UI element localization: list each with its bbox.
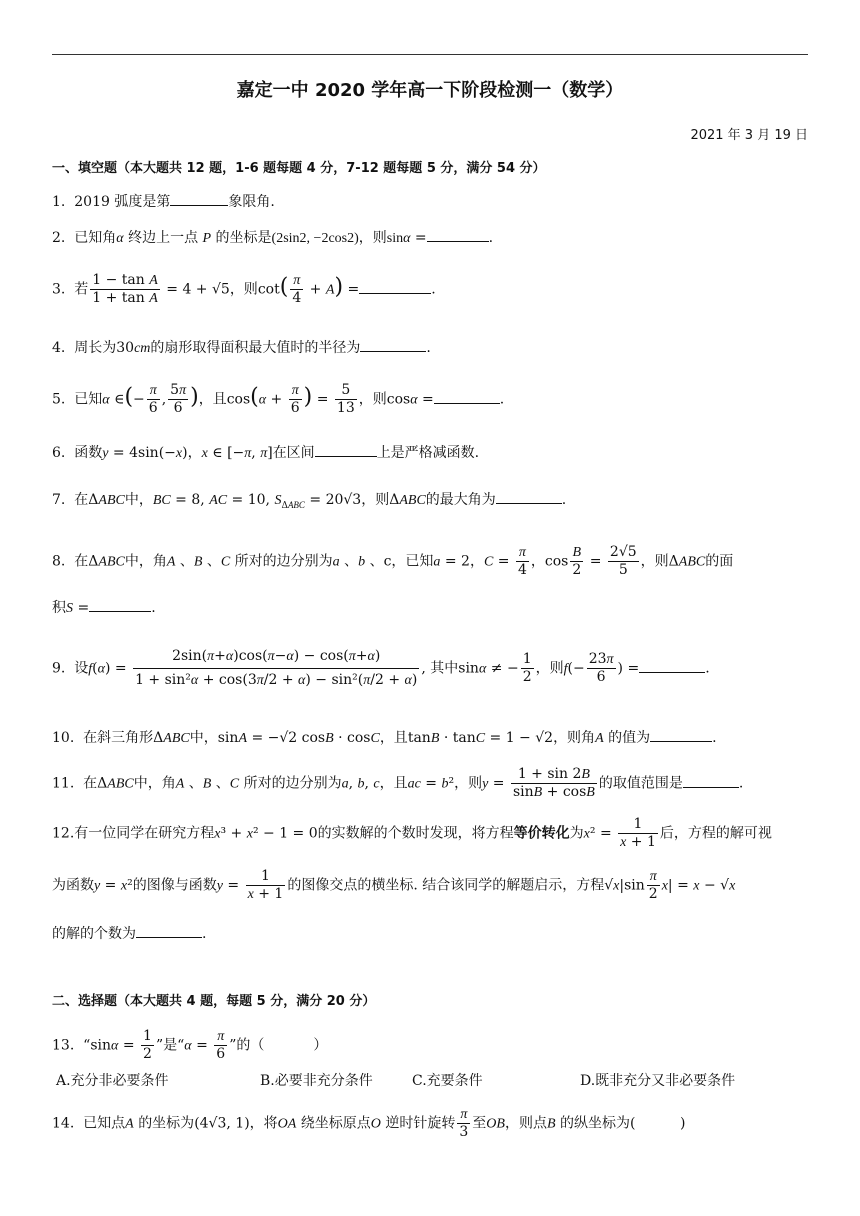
answer-blank[interactable] (136, 925, 202, 938)
question-1: 1. 2019 弧度是第 象限角. (52, 194, 275, 210)
section-choice-header: 二、选择题（本大题共 4 题，每题 5 分，满分 20 分） (52, 994, 376, 1009)
top-rule (52, 54, 808, 55)
option-a[interactable]: A.充分非必要条件 (56, 1073, 169, 1089)
answer-blank[interactable] (359, 281, 431, 294)
question-11: 11. 在ΔABC中，角A 、B 、C 所对的边分别为a, b, c，且ac = b²，则y = $\frac{1 + \sin 2B}{\sin B + \cos B}$ 的取值范围是 . (52, 766, 744, 800)
answer-blank[interactable] (360, 339, 426, 352)
answer-blank[interactable] (315, 444, 377, 457)
answer-blank[interactable] (427, 229, 489, 242)
answer-blank[interactable] (650, 729, 712, 742)
option-c[interactable]: C.充要条件 (412, 1073, 483, 1089)
exam-date: 2021 年 3 月 19 日 (690, 128, 808, 143)
option-d[interactable]: D.既非充分又非必要条件 (580, 1073, 736, 1089)
question-12-end: 的解的个数为 . (52, 926, 207, 942)
question-4: 4. 周长为30cm的扇形取得面积最大值时的半径为 . (52, 340, 431, 356)
question-8-continued: 积S = . (52, 600, 156, 616)
answer-blank[interactable] (639, 660, 705, 673)
question-12: 12.有一位同学在研究方程x³ + x² − 1 = 0的实数解的个数时发现，将方程等价转化为x² = $\frac{1}{x + 1}$ 后，方程的解可视 (52, 816, 772, 850)
answer-blank[interactable] (496, 491, 562, 504)
question-13: 13. “sinα = $\frac{1}{2}$ ”是“α = $\frac{\pi}{6}$ ”的（ ） (52, 1028, 328, 1062)
answer-blank[interactable] (89, 599, 151, 612)
question-12-continued: 为函数y = x²的图像与函数y = $\frac{1}{x + 1}$ 的图像交点的横坐标. 结合该同学的解题启示，方程√x|sin $\frac{\pi}{2}$ x| = x − √x (52, 868, 736, 902)
question-5: 5. 已知α ∈(− $\frac{\pi}{6}$ , $\frac{5\pi}{6}$ )，且cos(α + $\frac{\pi}{6}$ ) = $\frac{5}{13}$ ，则cosα = . (52, 382, 505, 416)
answer-blank[interactable] (683, 775, 739, 788)
answer-blank[interactable] (170, 193, 228, 206)
page-title: 嘉定一中 2020 学年高一下阶段检测一（数学） (236, 80, 624, 101)
answer-blank[interactable] (434, 391, 500, 404)
question-7: 7. 在ΔABC中，BC = 8, AC = 10, $S_{\Delta ABC} = 20√3$，则ΔABC的最大角为 . (52, 492, 567, 511)
question-6: 6. 函数y = 4sin(−x)，x ∈ [−π, π]在区间 上是严格减函数. (52, 445, 480, 461)
option-b[interactable]: B.必要非充分条件 (260, 1073, 373, 1089)
question-14: 14. 已知点A 的坐标为(4√3, 1)，将OA 绕坐标原点O 逆时针旋转 $\frac{\pi}{3}$ 至OB，则点B 的纵坐标为( ) (52, 1107, 686, 1140)
question-2: 2. 已知角α 终边上一点 P 的坐标是(2sin2, −2cos2)，则sinα = . (52, 230, 494, 246)
question-8: 8. 在ΔABC中，角A 、B 、C 所对的边分别为a 、b 、c，已知a = 2，C = $\frac{\pi}{4}$ ，cos $\frac{B}{2}$ = $\frac{2√5}{5}$ ，则ΔABC的面 (52, 544, 734, 578)
question-10: 10. 在斜三角形ΔABC中，sinA = −√2 cosB · cosC，且tanB · tanC = 1 − √2，则角A 的值为 . (52, 730, 717, 746)
question-9: 9. 设f(α) = $\frac{2\sin(\pi+\alpha)\cos(\pi-\alpha) - \cos(\pi+\alpha)}{\text{1 + sin²α + cos(3π/2 + α) − sin²(π/2 + α)}}$ , 其中sinα ≠ − $\frac{1}{2}$ ，则f(− $\frac{23\pi}{6}$ ) = . (52, 648, 710, 688)
question-3: 3. 若 $\frac{\text{1 − tan A}}{\text{1 + tan A}}$ = 4 + √5，则cot( $\frac{\pi}{4}$ + A) = . (52, 272, 436, 306)
section-fill-in-header: 一、填空题（本大题共 12 题，1-6 题每题 4 分，7-12 题每题 5 分，满分 54 分） (52, 161, 546, 176)
